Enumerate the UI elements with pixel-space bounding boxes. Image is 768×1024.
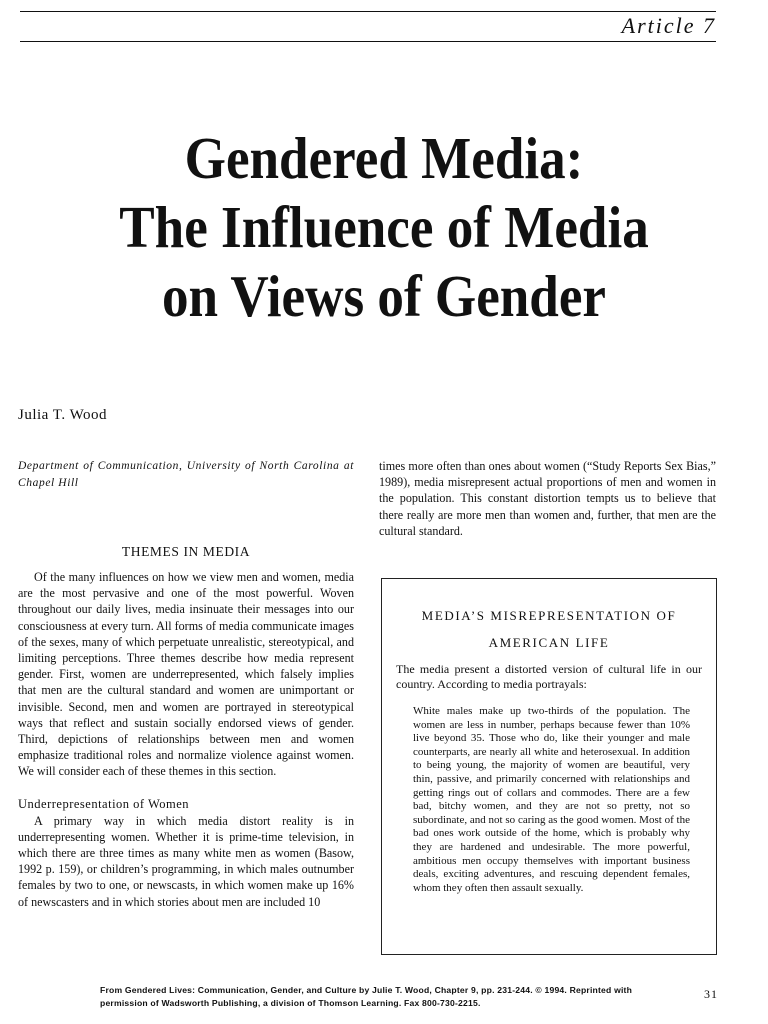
source-credit-line-2: permission of Wadsworth Publishing, a division of Thomson Learning. Fax 800-730-2215.	[100, 998, 481, 1008]
sidebar-title-line-1: MEDIA’S MISREPRESENTATION OF	[421, 608, 677, 623]
underrepresentation-paragraph: A primary way in which media distort reality is in underrepresenting women. Whether it is prime-time television, in which there are three times as many white men as women (Basow, 1992 p. 159), or children’s programming, in which males outnumber females by two to one, or newscasts, in which women make up 16% of newscasters and in which stories about men are included 10	[18, 813, 354, 909]
title-line-3: on Views of Gender	[162, 263, 606, 329]
author-affiliation: Department of Communication, University of North Carolina at Chapel Hill	[18, 460, 354, 489]
left-column	[18, 458, 354, 910]
subsection-heading: Underrepresentation of Women	[18, 796, 190, 811]
right-column	[379, 458, 716, 539]
sidebar-box	[381, 578, 717, 955]
article-title	[38, 124, 729, 331]
sidebar-body: White males make up two-thirds of the population. The women are less in number, perhaps because fewer than 10% live beyond 35. Those who do, like their younger and male counterparts, are nearly all white and heterosexual. In addition to being young, the majority of women are beautiful, very thin, passive, and primarily concerned with relationships and getting rings out of collars and commodes. There are a few bad, bitchy women, and they are not so pretty, not so subordinate, and not so caring as the good women. Most of the bad ones work outside of the home, which is probably why they are hardened and undesirable. The more powerful, ambitious men occupy themselves with important business deals, exciting adventures, and rescuing dependent females, whom they often then assault sexually.	[413, 705, 690, 894]
source-credit	[100, 984, 660, 1010]
sidebar-intro: The media present a distorted version of cultural life in our country. According to media portrayals:	[396, 662, 702, 691]
source-credit-line-1: From Gendered Lives: Communication, Gender, and Culture by Julie T. Wood, Chapter 9, pp. 231-244. © 1994. Reprinted with	[100, 985, 633, 995]
intro-paragraph: Of the many influences on how we view men and women, media are the most pervasive and one of the most powerful. Woven throughout our daily lives, media insinuate their messages into our consciousness at every turn. All forms of media communicate images of the sexes, many of which perpetuate unrealistic, stereotypical, and limiting perceptions. Three themes describe how media represent gender. First, women are underrepresented, which falsely implies that men are the cultural standard and women are unimportant or invisible. Second, men and women are portrayed in stereotypical ways that reflect and sustain socially endorsed views of gender. Third, depictions of relationships between men and women emphasize traditional roles and normalize violence against women. We will consider each of these themes in this section.	[18, 570, 354, 779]
author-name: Julia T. Wood	[18, 407, 108, 423]
section-heading: THEMES IN MEDIA	[121, 544, 251, 559]
header-rule-top	[20, 11, 716, 12]
header-rule-bottom	[20, 41, 716, 42]
page-number: 31	[704, 987, 718, 1001]
title-line-1: Gendered Media:	[184, 125, 584, 191]
sidebar-title-line-2: AMERICAN LIFE	[488, 635, 610, 650]
article-label: Article 7	[621, 13, 716, 38]
sidebar-title	[382, 602, 716, 656]
continued-paragraph: times more often than ones about women (“Study Reports Sex Bias,” 1989), media misrepresent actual proportions of men and women in the population. This constant distortion tempts us to believe that there really are more men than women and, further, that men are the cultural standard.	[379, 459, 716, 538]
title-line-2: The Influence of Media	[119, 194, 649, 260]
